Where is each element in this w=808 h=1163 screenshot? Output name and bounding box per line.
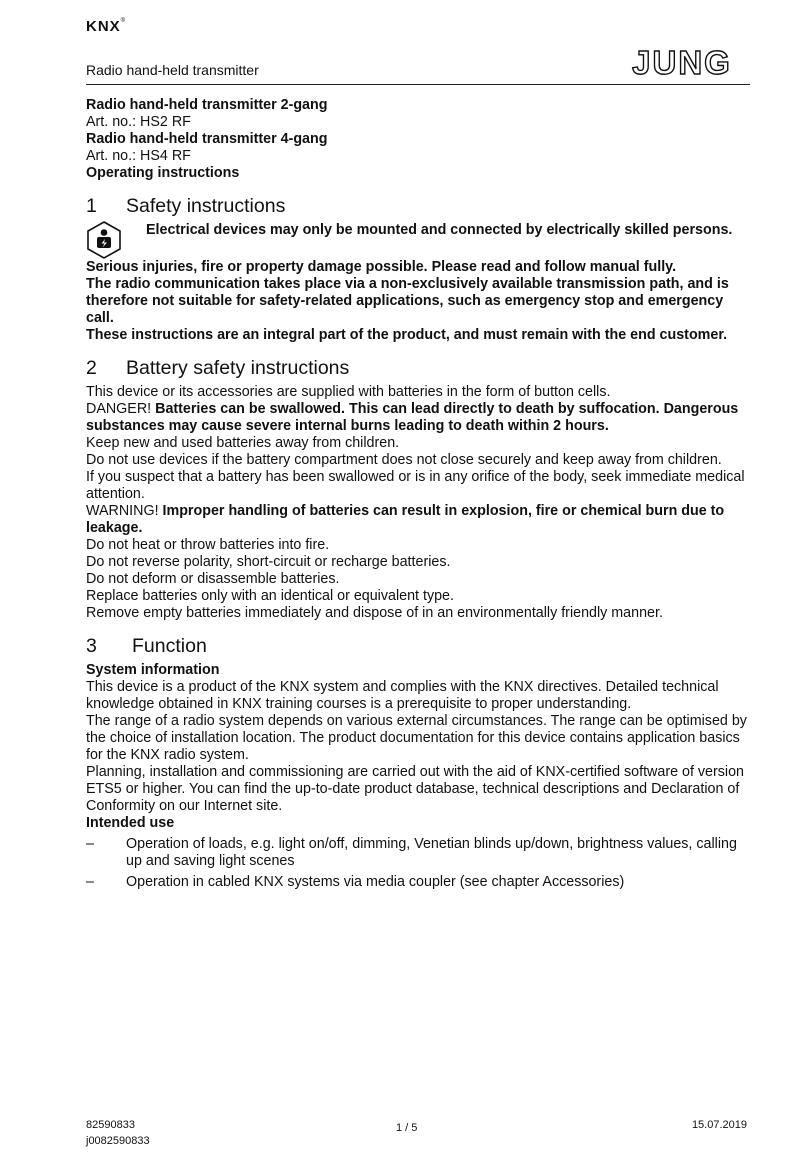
warning-line: Do not reverse polarity, short-circuit or recharge batteries. <box>86 554 451 570</box>
danger-line: If you suspect that a battery has been swallowed or is in any orifice of the body, seek immediate medical attention. <box>86 469 745 502</box>
list-item <box>86 836 750 870</box>
section-number: 2 <box>86 357 97 379</box>
danger-line: Do not use devices if the battery compartment does not close securely and keep away from children. <box>86 452 722 468</box>
list-item-text: Operation in cabled KNX systems via media coupler (see chapter Accessories) <box>126 874 625 890</box>
jung-logo-graphic <box>615 44 750 78</box>
warning-line: Remove empty batteries immediately and dispose of in an environmentally friendly manner. <box>86 605 663 621</box>
system-info-paragraph: The range of a radio system depends on various external circumstances. The range can be optimised by the choice of installation location. The product documentation for this device contains application basics for the KNX radio system. <box>86 713 747 763</box>
jung-logo-text: JUNG <box>632 44 732 78</box>
section-number: 3 <box>86 635 97 657</box>
warning-text: Improper handling of batteries can result in explosion, fire or chemical burn due to leakage. <box>86 503 725 536</box>
document-body <box>86 97 750 895</box>
job-number: j0082590833 <box>86 1135 150 1147</box>
section-title: Function <box>132 635 207 657</box>
section-number: 1 <box>86 195 97 217</box>
system-info-paragraph: Planning, installation and commissioning are carried out with the aid of KNX-certified software of version ETS5 or higher. You can find the up-to-date product database, technical descriptions and Declaration of Conformity on our Internet site. <box>86 764 744 814</box>
document-subtitle: Radio hand-held transmitter <box>86 62 259 78</box>
skilled-person-icon <box>86 221 122 259</box>
danger-statement <box>86 401 750 435</box>
section-title: Battery safety instructions <box>126 357 350 379</box>
list-item <box>86 874 750 891</box>
warning-statement <box>86 503 750 537</box>
warning-line: Do not deform or disassemble batteries. <box>86 571 340 587</box>
article-number-2gang: Art. no.: HS2 RF <box>86 114 191 130</box>
safety-paragraph-1: Serious injuries, fire or property damage possible. Please read and follow manual fully. <box>86 259 677 275</box>
skilled-person-notice <box>86 222 750 259</box>
doc-number: 82590833 <box>86 1119 135 1131</box>
article-number-4gang: Art. no.: HS4 RF <box>86 148 191 164</box>
skilled-person-text: Electrical devices may only be mounted and connected by electrically skilled persons. <box>146 222 733 238</box>
safety-paragraph-3: These instructions are an integral part of the product, and must remain with the end customer. <box>86 327 728 343</box>
product-name-4gang: Radio hand-held transmitter 4-gang <box>86 131 328 147</box>
warning-line: Do not heat or throw batteries into fire. <box>86 537 330 553</box>
header-divider <box>86 84 750 85</box>
section-1-heading <box>86 194 750 218</box>
registered-mark: ® <box>120 18 127 24</box>
list-dash: – <box>86 836 94 852</box>
danger-line: Keep new and used batteries away from children. <box>86 435 400 451</box>
footer-left <box>86 1117 150 1149</box>
document-date: 15.07.2019 <box>691 1119 747 1131</box>
intended-use-list <box>86 836 750 891</box>
danger-text: Batteries can be swallowed. This can lead directly to death by suffocation. Dangerous substances may cause severe internal burns leading to death within 2 hours. <box>86 401 739 434</box>
danger-label: DANGER! <box>86 401 152 417</box>
section-title: Safety instructions <box>126 195 286 217</box>
intended-use-heading: Intended use <box>86 815 175 831</box>
list-dash: – <box>86 874 94 890</box>
warning-label: WARNING! <box>86 503 159 519</box>
system-info-heading: System information <box>86 662 220 678</box>
safety-paragraph-2: The radio communication takes place via a non-exclusively available transmission path, and is therefore not suitable for safety-related applications, such as emergency stop and emergency call. <box>86 276 729 326</box>
list-item-text: Operation of loads, e.g. light on/off, dimming, Venetian blinds up/down, brightness values, calling up and saving light scenes <box>126 836 737 869</box>
document-type: Operating instructions <box>86 165 240 181</box>
section-2-heading <box>86 356 750 380</box>
knx-logo: KNX® <box>86 18 127 35</box>
system-info-paragraph: This device is a product of the KNX system and complies with the KNX directives. Detailed technical knowledge obtained in KNX training courses is a prerequisite to proper understanding. <box>86 679 719 712</box>
battery-intro: This device or its accessories are supplied with batteries in the form of button cells. <box>86 384 611 400</box>
jung-logo <box>615 44 750 83</box>
warning-line: Replace batteries only with an identical or equivalent type. <box>86 588 454 604</box>
section-3-heading <box>86 634 750 658</box>
product-name-2gang: Radio hand-held transmitter 2-gang <box>86 97 328 113</box>
page-number: 1 / 5 <box>396 1122 418 1134</box>
